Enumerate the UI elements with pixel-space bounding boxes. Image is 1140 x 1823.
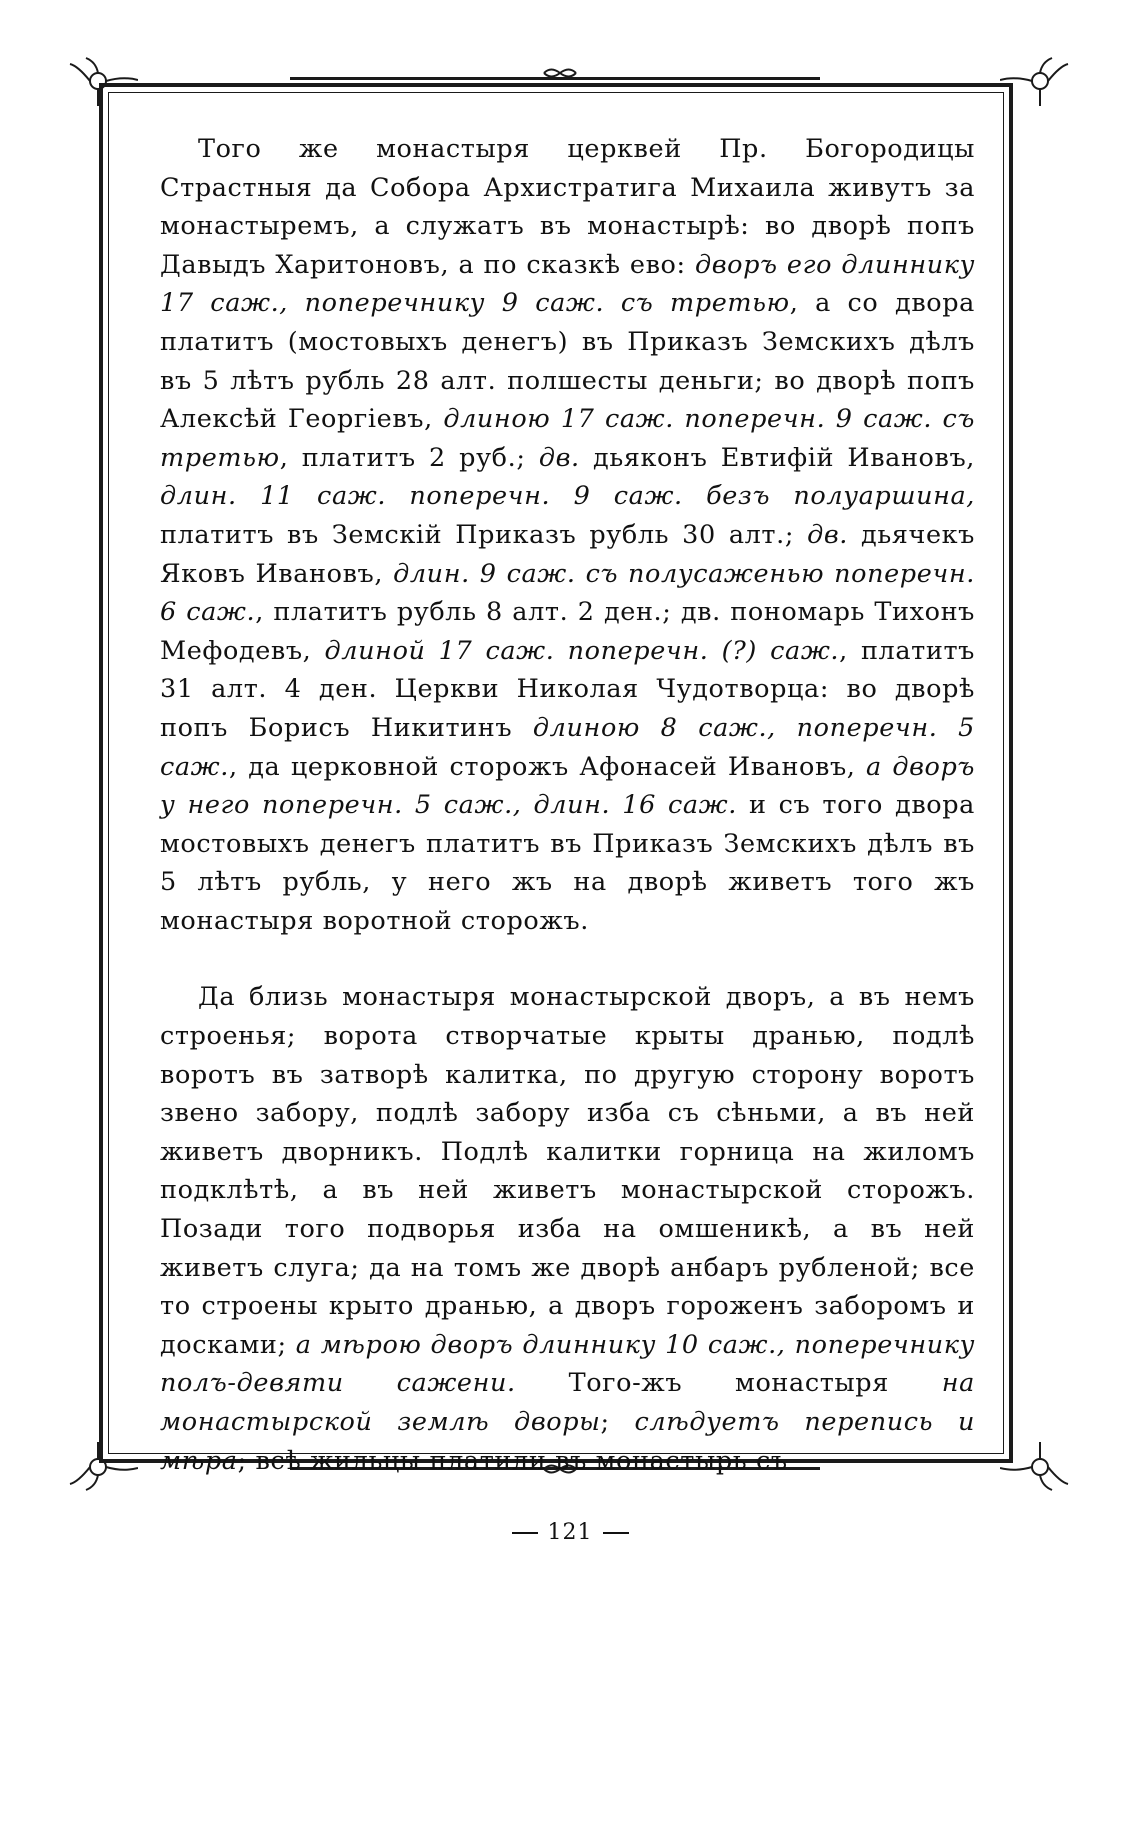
text-segment: ; [600,1407,635,1437]
text-segment-italic: длин. 11 саж. поперечн. 9 саж. безъ полуаршина, [160,481,975,512]
text-segment: , а со двора платитъ (мостовыхъ денегъ) въ Приказъ Земскихъ дѣлъ въ 5 лѣтъ рубль 28 алт. полшесты деньги; во дворѣ попъ Алексѣй Георгіевъ, [160,288,975,435]
text-segment-italic: на монастырской землѣ дворы [160,1368,975,1437]
text-segment: дьячекъ Яковъ Ивановъ, [160,519,975,589]
page-number-value: 121 [547,1520,593,1545]
page-number-dash-right [603,1532,629,1534]
corner-ornament-top-left [68,56,138,106]
text-segment: , да церковной сторожъ Афонасей Ивановъ, [228,751,866,782]
text-segment-italic: а дворъ у него поперечн. 5 саж., длин. 16 саж. [160,751,975,821]
top-flourish-ornament [542,66,578,84]
text-segment: Да близь монастыря монастырской дворъ, а въ немъ строенья; ворота створчатые крыты дранью, подлѣ воротъ въ затворѣ калитка, по другую сторону воротъ звено забору, подлѣ забору изба съ сѣньми, а въ ней живетъ дворникъ. Подлѣ калитки горница на жиломъ подклѣтѣ, а въ ней живетъ монастырской сторожъ. Позади того подворья изба на омшеникѣ, а въ ней живетъ слуга; да на томъ же дворѣ анбаръ рубленой; все то строены крыто дранью, а дворъ гороженъ заборомъ и досками; [160,982,975,1360]
page-number-dash-left [512,1532,538,1534]
text-segment-italic: а мѣрою дворъ длиннику 10 саж., поперечнику полъ-девяти сажени. [160,1329,975,1399]
text-segment-italic: длиною 17 саж. поперечн. 9 саж. съ третью [160,404,976,473]
text-segment-italic: длин. 9 саж. съ полусаженью поперечн. 6 саж. [160,558,975,628]
text-segment-italic: дв. [807,519,848,550]
text-segment: ; всѣ жильцы платили въ монастырь съ [237,1445,788,1476]
page-body-text [160,130,975,1480]
text-segment-italic: длиной 17 саж. поперечн. (?) саж. [324,635,840,666]
text-segment: , платитъ 31 алт. 4 ден. Церкви Николая Чудотворца: во дворѣ попъ Борисъ Никитинъ [160,635,975,743]
corner-ornament-bottom-right [1000,1442,1070,1492]
text-segment: Того же монастыря церквей Пр. Богородицы Страстныя да Собора Архистратига Михаила живутъ за монастыремъ, а служатъ въ монастырѣ: во дворѣ попъ Давыдъ Харитоновъ, а по сказкѣ ево: [160,134,975,280]
text-segment: платитъ въ Земскій Приказъ рубль 30 алт.; [160,519,808,550]
paragraph-1 [160,130,975,940]
corner-ornament-bottom-left [68,1442,138,1492]
text-segment-italic: слѣдуетъ перепись и мѣра [160,1407,975,1476]
text-segment: дьяконъ Евтифій Ивановъ, [579,442,975,473]
paragraph-2 [160,978,975,1480]
text-segment-italic: длиною 8 саж., поперечн. 5 саж. [160,712,975,782]
text-segment: и съ того двора мостовыхъ денегъ платитъ въ Приказъ Земскихъ дѣлъ въ 5 лѣтъ рубль, у него жъ на дворѣ живетъ того жъ монастыря воротной сторожъ. [160,790,975,936]
text-segment: , платитъ 2 руб.; [279,442,539,473]
page-number [0,1520,1140,1545]
text-segment: Того-жъ монастыря [515,1368,942,1399]
corner-ornament-top-right [1000,56,1070,106]
text-segment-italic: дворъ его длиннику 17 саж., поперечнику 9 саж. съ третью [160,249,975,319]
text-segment: , платитъ рубль 8 алт. 2 ден.; дв. пономарь Тихонъ Мефодевъ, [160,597,975,666]
text-segment-italic: дв. [538,442,580,473]
